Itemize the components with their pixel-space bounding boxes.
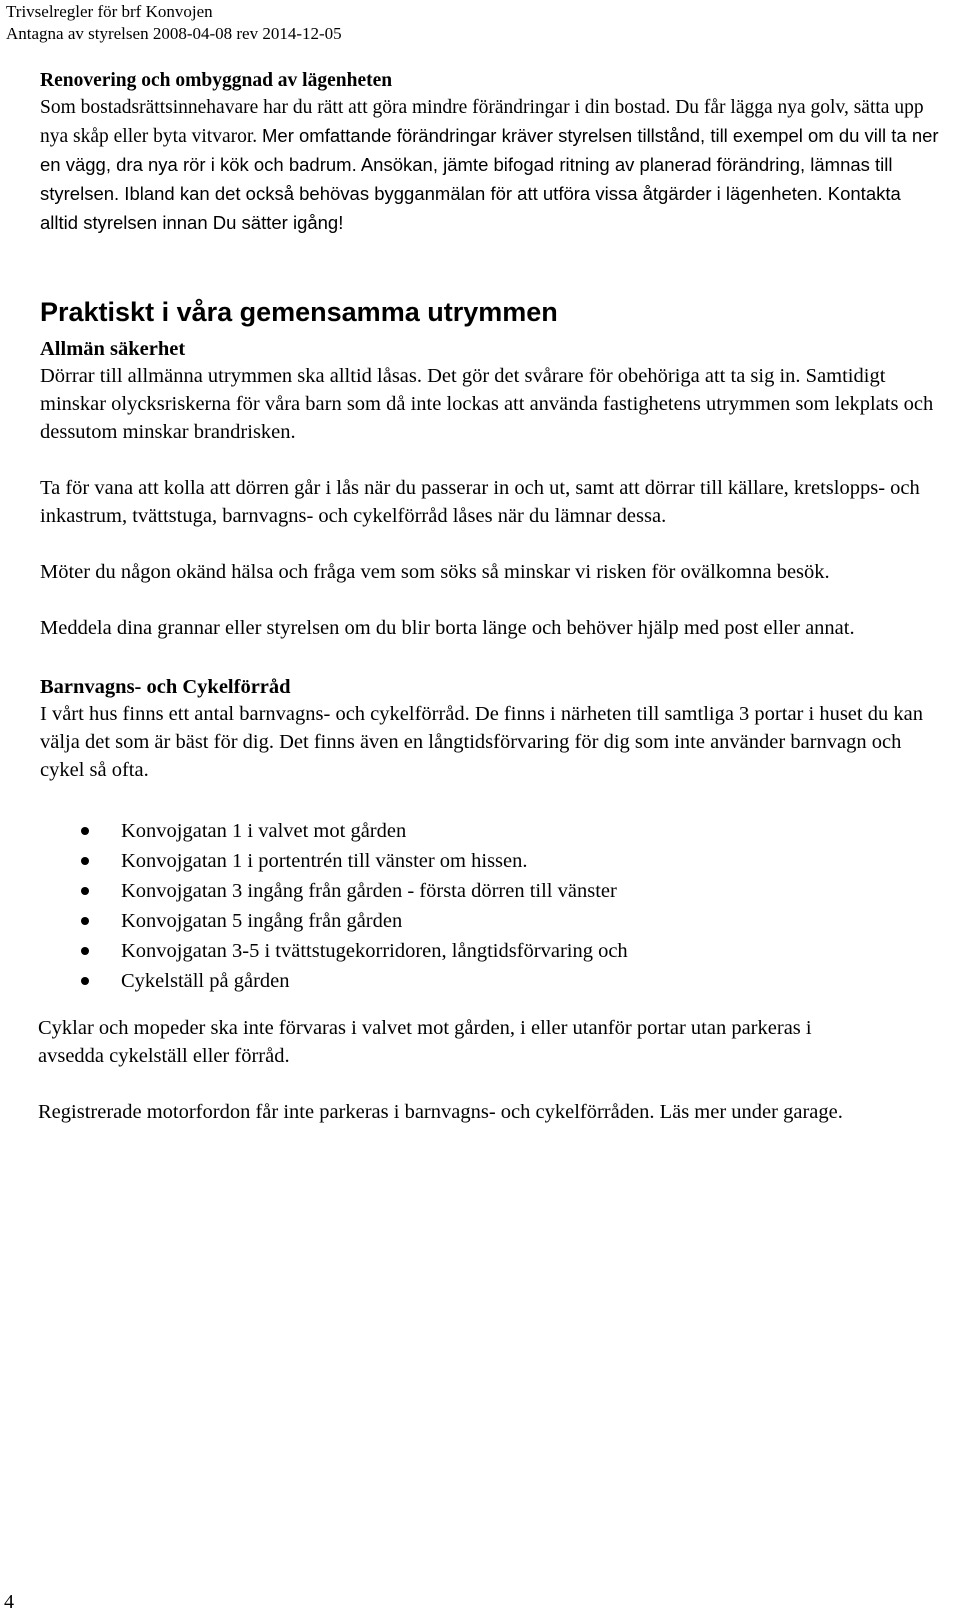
list-item [40, 906, 940, 936]
bullet-icon [81, 857, 89, 865]
list-item-text: Konvojgatan 1 i valvet mot gården [121, 820, 407, 842]
safety-paragraph: Dörrar till allmänna utrymmen ska alltid låsas. Det gör det svårare för obehöriga att ta sig in. Samtidigt minskar olycksriskerna för våra barn som då inte lockas att använda fastighetens utrymmen som lekplats och dessutom minskar brandrisken. [40, 365, 934, 443]
bullet-icon [81, 917, 89, 925]
storage-intro: I vårt hus finns ett antal barnvagns- och cykelförråd. De finns i närheten till samtliga 3 portar i huset du kan välja det som är bäst för dig. Det finns även en långtidsförvaring för dig som inte använder barnvagn och cykel så ofta. [40, 703, 923, 781]
document-title: Trivselregler för brf Konvojen [6, 2, 213, 21]
bike-parking-paragraph: Cyklar och mopeder ska inte förvaras i valvet mot gården, i eller utanför portar utan parkeras i avsedda cykelställ eller förråd. [38, 1017, 812, 1067]
storage-rules [40, 1014, 940, 1126]
renovation-text-sans: Mer omfattande förändringar kräver styrelsen tillstånd, till exempel om du vill ta ner en vägg, dra nya rör i kök och badrum. Ansökan, jämte bifogad ritning av planerad förändring, lämnas till styrelsen. Ibland kan det också behövas bygganmälan för att utföra vissa åtgärder i lägenheten. Kontakta alltid styrelsen innan Du sätter igång! [40, 125, 939, 233]
list-item [40, 936, 940, 966]
safety-paragraph: Möter du någon okänd hälsa och fråga vem som söks så minskar vi risken för ovälkomna besök. [40, 561, 830, 583]
bullet-icon [81, 887, 89, 895]
list-item-text: Konvojgatan 5 ingång från gården [121, 910, 403, 932]
list-item [40, 966, 940, 996]
list-item [40, 846, 940, 876]
motor-vehicle-paragraph: Registrerade motorfordon får inte parkeras i barnvagns- och cykelförråden. Läs mer under garage. [38, 1101, 843, 1123]
storage-heading: Barnvagns- och Cykelförråd [40, 676, 291, 698]
storage-section [40, 674, 940, 1126]
safety-paragraph: Meddela dina grannar eller styrelsen om du blir borta länge och behöver hjälp med post eller annat. [40, 617, 855, 639]
document-subtitle: Antagna av styrelsen 2008-04-08 rev 2014-12-05 [6, 24, 342, 43]
renovation-heading: Renovering och ombyggnad av lägenheten [40, 70, 393, 91]
safety-heading: Allmän säkerhet [40, 338, 186, 360]
common-spaces-heading: Praktiskt i våra gemensamma utrymmen [40, 297, 558, 327]
document-header [6, 1, 342, 45]
storage-location-list [40, 816, 940, 996]
list-item [40, 876, 940, 906]
renovation-text-serif: Som bostadsrättsinnehavare har du rätt att göra mindre förändringar i din bostad. Du får lägga nya golv, sätta upp nya skåp eller byta vitvaror. [40, 97, 924, 147]
list-item-text: Konvojgatan 3-5 i tvättstugekorridoren, långtidsförvaring och [121, 940, 628, 962]
renovation-paragraph [40, 94, 940, 238]
bullet-icon [81, 947, 89, 955]
list-item-text: Cykelställ på gården [121, 970, 290, 992]
renovation-section [40, 68, 940, 238]
bullet-icon [81, 977, 89, 985]
document-body [40, 68, 940, 1126]
safety-paragraph: Ta för vana att kolla att dörren går i lås när du passerar in och ut, samt att dörrar till källare, kretslopps- och inkastrum, tvättstuga, barnvagns- och cykelförråd låses när du lämnar dessa. [40, 477, 920, 527]
bullet-icon [81, 827, 89, 835]
list-item-text: Konvojgatan 1 i portentrén till vänster om hissen. [121, 850, 528, 872]
list-item [40, 816, 940, 846]
list-item-text: Konvojgatan 3 ingång från gården - första dörren till vänster [121, 880, 617, 902]
page-number: 4 [4, 1591, 14, 1613]
safety-section [40, 336, 940, 642]
